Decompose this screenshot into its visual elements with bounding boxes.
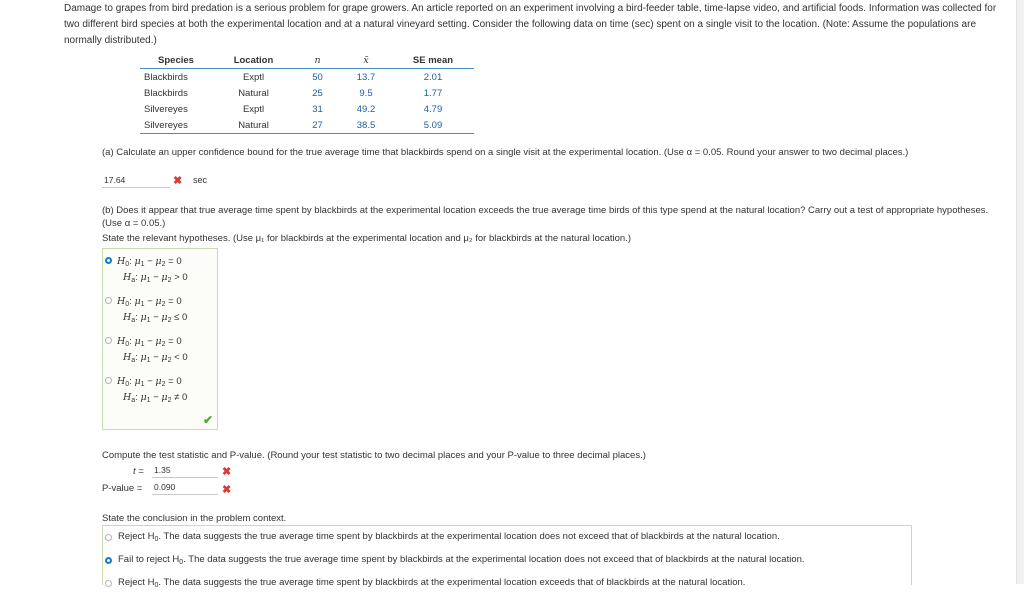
hypothesis-option-2-radio[interactable] (105, 297, 112, 304)
table-row (140, 117, 474, 134)
incorrect-icon: ✖ (173, 175, 183, 187)
hypothesis-option-2-ha: $H_a$: $\mu_1 - \mu_2 \le 0$ (123, 312, 188, 324)
header-se-mean: SE mean (392, 52, 474, 69)
part-a-unit: sec (193, 175, 208, 185)
hypothesis-option-2-h0: $H_0$: $\mu_1 - \mu_2 = 0$ (117, 296, 182, 308)
incorrect-icon: ✖ (222, 466, 232, 478)
part-b-question: (b) Does it appear that true average time spent by blackbirds at the experimental location exceeds the true average time birds of this type spend at the natural location? Carry out a test of appropriate hypotheses. (Use α = 0.05.) (102, 205, 989, 229)
cell-n: 27 (295, 117, 340, 134)
hypothesis-option-4-ha: $H_a$: $\mu_1 - \mu_2 \ne 0$ (123, 392, 188, 404)
compute-prompt: Compute the test statistic and P-value. (Round your test statistic to two decimal places and your P-value to three decimal places.) (102, 450, 646, 461)
table-row (140, 85, 474, 101)
cell-se: 2.01 (423, 71, 443, 83)
cell-n: 31 (312, 103, 323, 115)
cell-se: 4.79 (423, 103, 443, 115)
cell-xbar: 49.2 (356, 103, 376, 115)
cell-se: 5.09 (392, 117, 474, 134)
cell-species: Silvereyes (144, 103, 188, 115)
hypothesis-option-1-ha: $H_a$: $\mu_1 - \mu_2 > 0$ (123, 272, 188, 284)
cell-species: Silvereyes (140, 117, 212, 134)
hypothesis-option-3-h0: $H_0$: $\mu_1 - \mu_2 = 0$ (117, 336, 182, 348)
cell-n: 50 (312, 71, 323, 83)
cell-species: Blackbirds (144, 71, 188, 83)
cell-xbar: 38.5 (340, 117, 392, 134)
cell-location: Exptl (242, 71, 265, 83)
table-row (140, 101, 474, 117)
cell-xbar: 13.7 (356, 71, 376, 83)
t-statistic-input[interactable]: 1.35 (152, 464, 218, 478)
conclusion-option-1-label: Reject $H_0$. The data suggests the true average time spent by blackbirds at the experimental location does not exceed that of blackbirds at the natural location. (118, 531, 780, 543)
conclusion-option-1-radio[interactable] (105, 534, 112, 541)
cell-se: 1.77 (423, 87, 443, 99)
table-header-row (140, 52, 474, 69)
header-n: n (295, 52, 340, 69)
p-value-label: P-value = (102, 483, 143, 494)
conclusion-option-2-radio[interactable] (105, 557, 112, 564)
hypothesis-option-1-h0: $H_0$: $\mu_1 - \mu_2 = 0$ (117, 256, 182, 268)
cell-n: 25 (312, 87, 323, 99)
conclusion-option-3-label: Reject $H_0$. The data suggests the true average time spent by blackbirds at the experimental location exceeds that of blackbirds at the natural location. (118, 577, 746, 589)
data-table (140, 52, 474, 134)
hypothesis-option-3-radio[interactable] (105, 337, 112, 344)
cell-location: Exptl (242, 103, 265, 115)
header-location: Location (212, 52, 295, 69)
conclusion-prompt: State the conclusion in the problem context. (102, 513, 287, 524)
cell-location: Natural (238, 87, 269, 99)
hypothesis-option-4-h0: $H_0$: $\mu_1 - \mu_2 = 0$ (117, 376, 182, 388)
header-xbar: x̄ (340, 52, 392, 69)
table-row (140, 69, 474, 86)
incorrect-icon: ✖ (222, 484, 232, 496)
page-scrollbar[interactable] (1016, 0, 1024, 584)
cell-location: Natural (212, 117, 295, 134)
correct-check-icon: ✔ (203, 413, 214, 427)
problem-intro: Damage to grapes from bird predation is a serious problem for grape growers. An article reported on an experiment involving a bird-feeder table, time-lapse video, and artificial foods. Information was collected for two different bird species at both the experimental location and at a natural vineyard setting. Consider the following data on time (sec) spent on a single visit to the location. (Note: Assume the populations are normally distributed.) (64, 3, 997, 46)
cell-species: Blackbirds (144, 87, 188, 99)
header-species: Species (140, 52, 212, 69)
p-value-input[interactable]: 0.090 (152, 481, 218, 495)
hypotheses-prompt: State the relevant hypotheses. (Use μ₁ for blackbirds at the experimental location and μ₂ for blackbirds at the natural location.) (102, 233, 632, 244)
hypothesis-option-1-radio[interactable] (105, 257, 112, 264)
part-a-question: (a) Calculate an upper confidence bound for the true average time that blackbirds spend on a single visit at the experimental location. (Use α = 0.05. Round your answer to two decimal places.) (102, 147, 909, 158)
cell-xbar: 9.5 (359, 87, 373, 99)
t-label: t = (133, 466, 144, 477)
part-a-answer-input[interactable]: 17.64 (102, 174, 170, 188)
conclusion-option-2-label: Fail to reject $H_0$. The data suggests the true average time spent by blackbirds at the experimental location does not exceed that of blackbirds at the natural location. (118, 554, 805, 566)
hypothesis-option-4-radio[interactable] (105, 377, 112, 384)
hypothesis-option-3-ha: $H_a$: $\mu_1 - \mu_2 < 0$ (123, 352, 188, 364)
